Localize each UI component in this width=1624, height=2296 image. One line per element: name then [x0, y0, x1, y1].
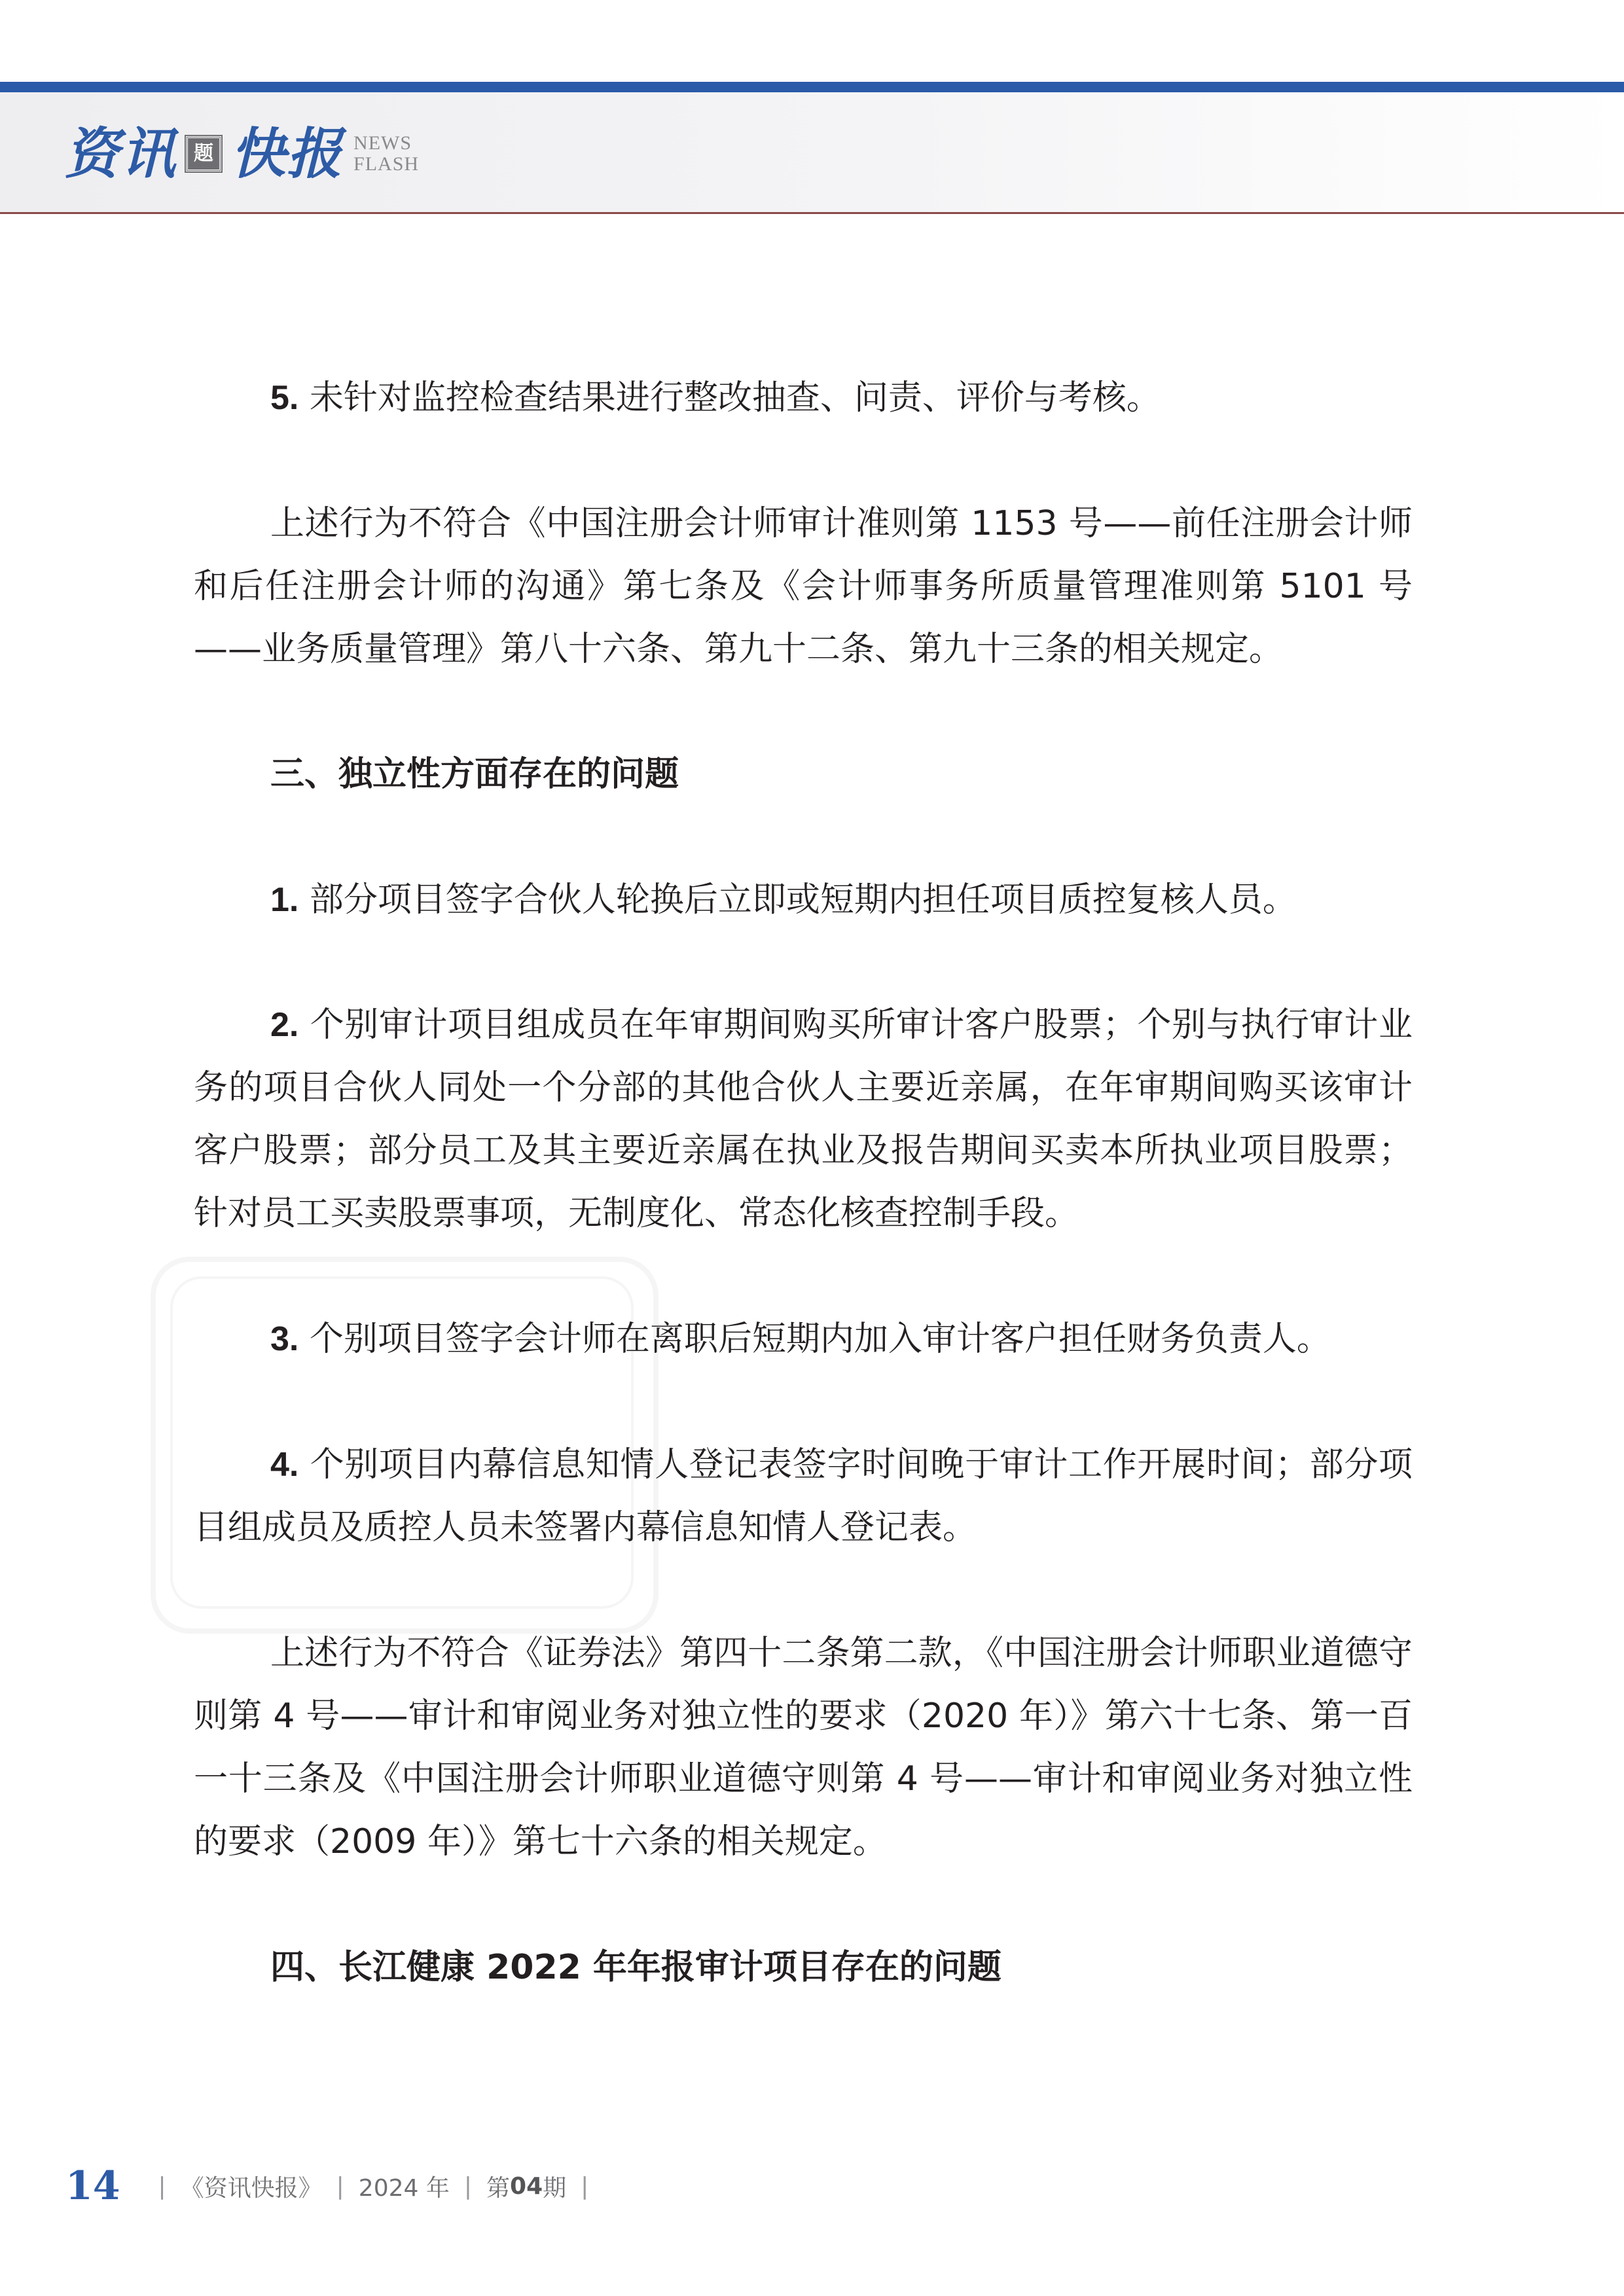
list-item: 2. 个别审计项目组成员在年审期间购买所审计客户股票；个别与执行审计业务的项目合伙人同处一个分部的其他合伙人主要近亲属，在年审期间购买该审计客户股票；部分员工及其主要近亲属在执业及报告期间买卖本所执业项目股票；针对员工买卖股票事项，无制度化、常态化核查控制手段。: [194, 1005, 1413, 1233]
list-item-1: [194, 869, 1413, 931]
masthead: [64, 118, 419, 190]
list-item: 1. 部分项目签字合伙人轮换后立即或短期内担任项目质控复核人员。: [270, 880, 1297, 920]
section-heading-3: [194, 743, 1413, 806]
list-item-2: [194, 994, 1413, 1245]
section-heading: 四、长江健康 2022 年年报审计项目存在的问题: [270, 1948, 1001, 1987]
list-item-5: 5. 未针对监控检查结果进行整改抽查、问责、评价与考核。: [270, 378, 1161, 418]
publication-name: 《资讯快报》: [180, 2174, 322, 2202]
masthead-en-line1: NEWS: [353, 132, 412, 154]
list-item: 4. 个别项目内幕信息知情人登记表签字时间晚于审计工作开展时间；部分项目组成员及质控人员未签署内幕信息知情人登记表。: [194, 1445, 1413, 1547]
page-number: 14: [65, 2163, 120, 2209]
masthead-english: [353, 133, 419, 175]
section-heading: 三、独立性方面存在的问题: [270, 755, 679, 794]
masthead-title-part1: 资讯: [64, 121, 177, 186]
list-item-4: [194, 1433, 1413, 1559]
section-heading-4: [194, 1936, 1413, 1999]
issue-year: 2024 年: [358, 2174, 450, 2202]
regulation-paragraph-1: [194, 492, 1413, 681]
footer-separator: |: [336, 2172, 344, 2200]
issue-prefix: 第: [486, 2174, 511, 2202]
issue-suffix: 期: [543, 2174, 567, 2202]
masthead-title-part2: 快报: [230, 121, 344, 186]
issue-number: 04: [510, 2172, 543, 2200]
body-text: [194, 367, 1413, 429]
list-item-3: [194, 1308, 1413, 1371]
list-item: 3. 个别项目签字会计师在离职后短期内加入审计客户担任财务负责人。: [270, 1319, 1331, 1359]
paragraph: 上述行为不符合《中国注册会计师审计准则第 1153 号——前任注册会计师和后任注册会计师的沟通》第七条及《会计师事务所质量管理准则第 5101 号——业务质量管理》第八十六条、第九十二条、第九十三条的相关规定。: [194, 504, 1413, 669]
footer-separator: |: [463, 2172, 472, 2200]
page-footer: [65, 2160, 603, 2212]
header-accent-bar: [0, 82, 1624, 92]
top-margin: [0, 0, 1624, 82]
masthead-seal-icon: 题: [186, 136, 221, 171]
footer-separator: |: [581, 2172, 589, 2200]
masthead-en-line2: FLASH: [353, 153, 420, 175]
header-divider: [0, 212, 1624, 214]
paragraph: 上述行为不符合《证券法》第四十二条第二款，《中国注册会计师职业道德守则第 4 号——审计和审阅业务对独立性的要求（2020 年）》第六十七条、第一百一十三条及《中国注册会计师职业道德守则第 4 号——审计和审阅业务对独立性的要求（2009 年）》第七十六条的相关规定。: [194, 1634, 1413, 1861]
regulation-paragraph-2: [194, 1622, 1413, 1873]
footer-separator: |: [158, 2172, 166, 2200]
